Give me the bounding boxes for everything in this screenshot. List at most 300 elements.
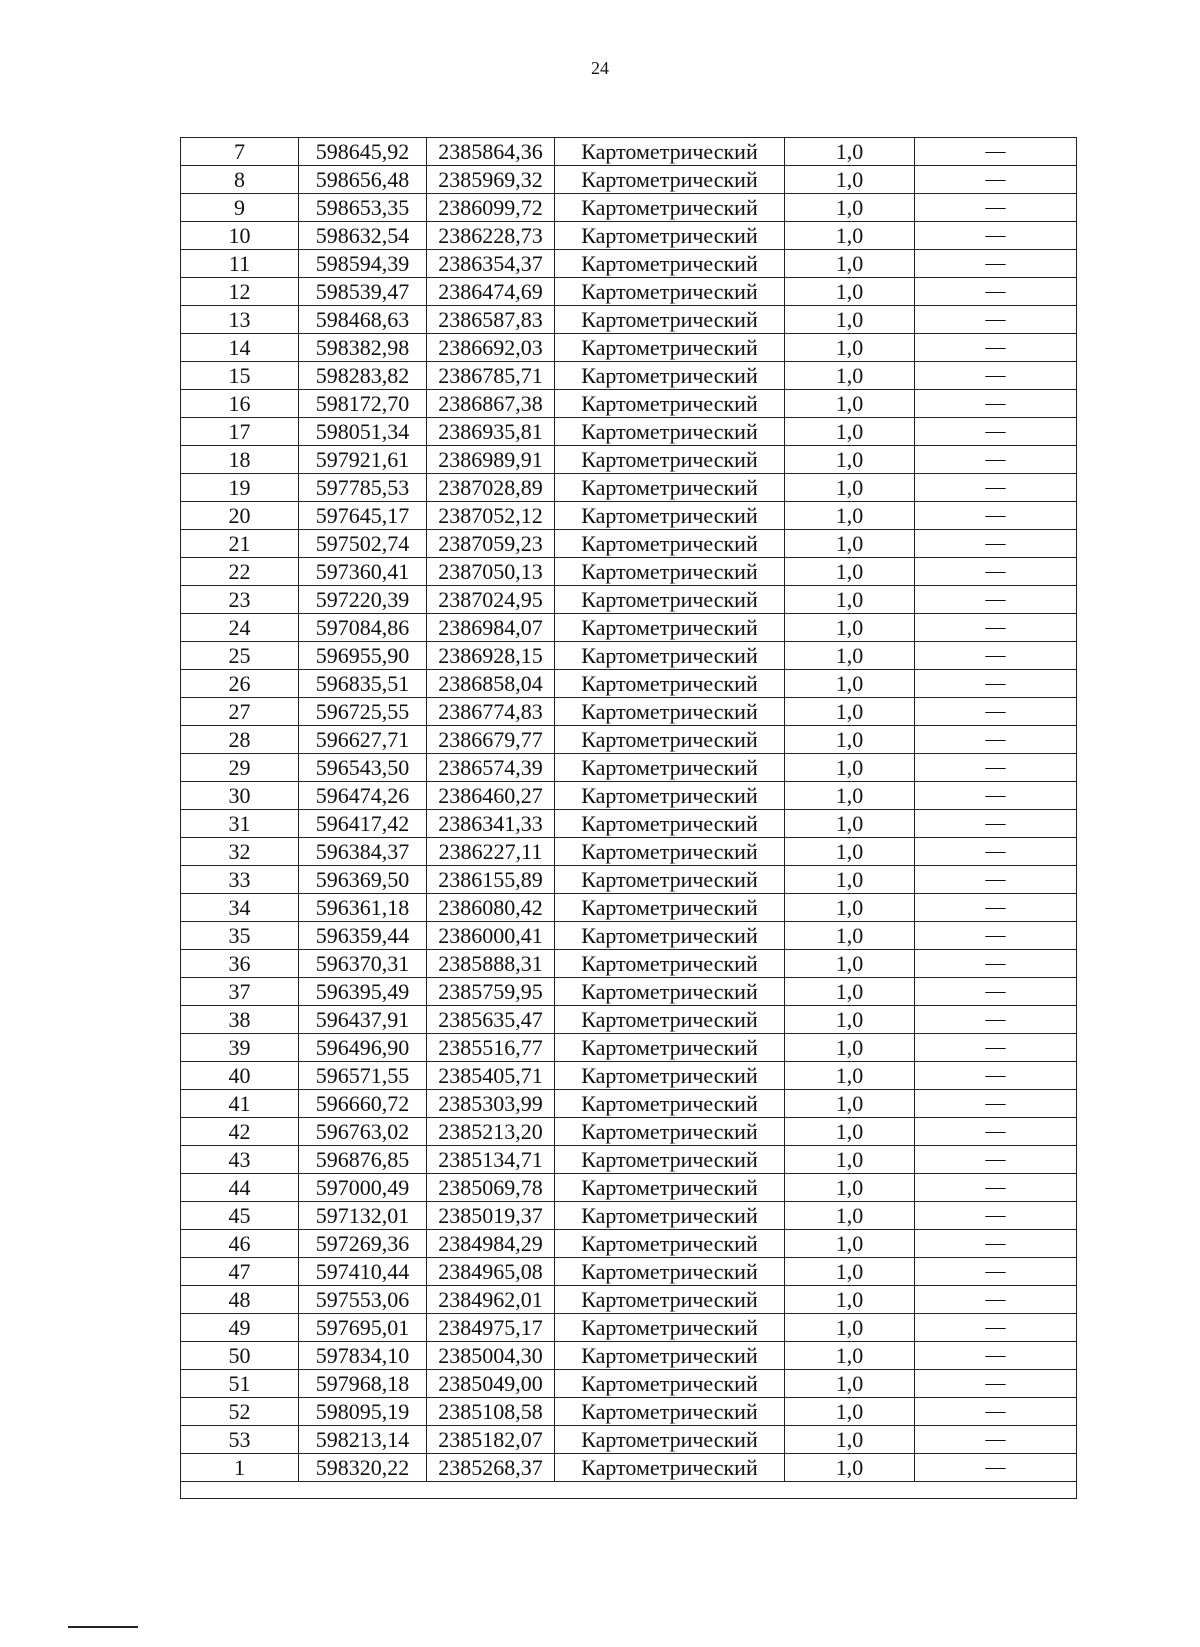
note-cell: — (915, 306, 1077, 334)
accuracy-cell: 1,0 (785, 1426, 915, 1454)
table-row (181, 194, 1077, 222)
point-number-cell: 39 (181, 1034, 299, 1062)
accuracy-cell: 1,0 (785, 474, 915, 502)
method-cell: Картометрический (555, 362, 785, 390)
method-cell: Картометрический (555, 390, 785, 418)
note-cell: — (915, 1146, 1077, 1174)
x-coordinate-cell: 596660,72 (299, 1090, 427, 1118)
accuracy-cell: 1,0 (785, 1230, 915, 1258)
table-row (181, 978, 1077, 1006)
note-cell: — (915, 138, 1077, 166)
note-cell: — (915, 1062, 1077, 1090)
y-coordinate-cell: 2384965,08 (427, 1258, 555, 1286)
accuracy-cell: 1,0 (785, 838, 915, 866)
method-cell: Картометрический (555, 894, 785, 922)
x-coordinate-cell: 597968,18 (299, 1370, 427, 1398)
x-coordinate-cell: 597220,39 (299, 586, 427, 614)
note-cell: — (915, 1314, 1077, 1342)
accuracy-cell: 1,0 (785, 614, 915, 642)
method-cell: Картометрический (555, 922, 785, 950)
y-coordinate-cell: 2386785,71 (427, 362, 555, 390)
x-coordinate-cell: 597834,10 (299, 1342, 427, 1370)
point-number-cell: 33 (181, 866, 299, 894)
note-cell: — (915, 782, 1077, 810)
point-number-cell: 49 (181, 1314, 299, 1342)
method-cell: Картометрический (555, 1062, 785, 1090)
accuracy-cell: 1,0 (785, 446, 915, 474)
y-coordinate-cell: 2385069,78 (427, 1174, 555, 1202)
x-coordinate-cell: 598382,98 (299, 334, 427, 362)
table-row (181, 642, 1077, 670)
note-cell: — (915, 1090, 1077, 1118)
y-coordinate-cell: 2385969,32 (427, 166, 555, 194)
table-row (181, 1202, 1077, 1230)
y-coordinate-cell: 2386935,81 (427, 418, 555, 446)
method-cell: Картометрический (555, 1006, 785, 1034)
point-number-cell: 17 (181, 418, 299, 446)
accuracy-cell: 1,0 (785, 1314, 915, 1342)
note-cell: — (915, 1202, 1077, 1230)
method-cell: Картометрический (555, 530, 785, 558)
y-coordinate-cell: 2386474,69 (427, 278, 555, 306)
accuracy-cell: 1,0 (785, 642, 915, 670)
accuracy-cell: 1,0 (785, 922, 915, 950)
method-cell: Картометрический (555, 726, 785, 754)
x-coordinate-cell: 596417,42 (299, 810, 427, 838)
x-coordinate-cell: 596437,91 (299, 1006, 427, 1034)
accuracy-cell: 1,0 (785, 1118, 915, 1146)
method-cell: Картометрический (555, 1426, 785, 1454)
x-coordinate-cell: 596369,50 (299, 866, 427, 894)
method-cell: Картометрический (555, 586, 785, 614)
x-coordinate-cell: 596496,90 (299, 1034, 427, 1062)
method-cell: Картометрический (555, 1146, 785, 1174)
x-coordinate-cell: 596474,26 (299, 782, 427, 810)
method-cell: Картометрический (555, 166, 785, 194)
y-coordinate-cell: 2386858,04 (427, 670, 555, 698)
accuracy-cell: 1,0 (785, 894, 915, 922)
x-coordinate-cell: 597269,36 (299, 1230, 427, 1258)
accuracy-cell: 1,0 (785, 362, 915, 390)
y-coordinate-cell: 2384962,01 (427, 1286, 555, 1314)
point-number-cell: 28 (181, 726, 299, 754)
method-cell: Картометрический (555, 194, 785, 222)
method-cell: Картометрический (555, 614, 785, 642)
point-number-cell: 24 (181, 614, 299, 642)
y-coordinate-cell: 2386984,07 (427, 614, 555, 642)
method-cell: Картометрический (555, 754, 785, 782)
point-number-cell: 20 (181, 502, 299, 530)
table-row (181, 362, 1077, 390)
x-coordinate-cell: 598172,70 (299, 390, 427, 418)
accuracy-cell: 1,0 (785, 1090, 915, 1118)
point-number-cell: 14 (181, 334, 299, 362)
x-coordinate-cell: 597132,01 (299, 1202, 427, 1230)
method-cell: Картометрический (555, 1034, 785, 1062)
method-cell: Картометрический (555, 810, 785, 838)
note-cell: — (915, 502, 1077, 530)
method-cell: Картометрический (555, 1090, 785, 1118)
table-row (181, 1258, 1077, 1286)
method-cell: Картометрический (555, 838, 785, 866)
accuracy-cell: 1,0 (785, 950, 915, 978)
note-cell: — (915, 474, 1077, 502)
x-coordinate-cell: 597921,61 (299, 446, 427, 474)
x-coordinate-cell: 598320,22 (299, 1454, 427, 1482)
y-coordinate-cell: 2386354,37 (427, 250, 555, 278)
note-cell: — (915, 362, 1077, 390)
note-cell: — (915, 670, 1077, 698)
y-coordinate-cell: 2386460,27 (427, 782, 555, 810)
method-cell: Картометрический (555, 446, 785, 474)
note-cell: — (915, 1286, 1077, 1314)
y-coordinate-cell: 2387059,23 (427, 530, 555, 558)
method-cell: Картометрический (555, 978, 785, 1006)
x-coordinate-cell: 597084,86 (299, 614, 427, 642)
table-row (181, 810, 1077, 838)
point-number-cell: 44 (181, 1174, 299, 1202)
note-cell: — (915, 950, 1077, 978)
table-row (181, 530, 1077, 558)
point-number-cell: 23 (181, 586, 299, 614)
table-row (181, 950, 1077, 978)
accuracy-cell: 1,0 (785, 1398, 915, 1426)
point-number-cell: 43 (181, 1146, 299, 1174)
point-number-cell: 18 (181, 446, 299, 474)
point-number-cell: 32 (181, 838, 299, 866)
table-row (181, 1426, 1077, 1454)
x-coordinate-cell: 598051,34 (299, 418, 427, 446)
point-number-cell: 15 (181, 362, 299, 390)
point-number-cell: 45 (181, 1202, 299, 1230)
accuracy-cell: 1,0 (785, 278, 915, 306)
note-cell: — (915, 698, 1077, 726)
x-coordinate-cell: 596370,31 (299, 950, 427, 978)
note-cell: — (915, 446, 1077, 474)
method-cell: Картометрический (555, 334, 785, 362)
point-number-cell: 30 (181, 782, 299, 810)
accuracy-cell: 1,0 (785, 1174, 915, 1202)
table-row (181, 1314, 1077, 1342)
y-coordinate-cell: 2385864,36 (427, 138, 555, 166)
table-row (181, 1230, 1077, 1258)
point-number-cell: 42 (181, 1118, 299, 1146)
table-row (181, 474, 1077, 502)
point-number-cell: 31 (181, 810, 299, 838)
point-number-cell: 40 (181, 1062, 299, 1090)
y-coordinate-cell: 2385213,20 (427, 1118, 555, 1146)
point-number-cell: 38 (181, 1006, 299, 1034)
x-coordinate-cell: 596361,18 (299, 894, 427, 922)
table-row (181, 334, 1077, 362)
accuracy-cell: 1,0 (785, 558, 915, 586)
point-number-cell: 36 (181, 950, 299, 978)
table-row (181, 1454, 1077, 1482)
x-coordinate-cell: 596395,49 (299, 978, 427, 1006)
note-cell: — (915, 1118, 1077, 1146)
y-coordinate-cell: 2386587,83 (427, 306, 555, 334)
y-coordinate-cell: 2385049,00 (427, 1370, 555, 1398)
point-number-cell: 8 (181, 166, 299, 194)
table-row (181, 1034, 1077, 1062)
accuracy-cell: 1,0 (785, 978, 915, 1006)
point-number-cell: 48 (181, 1286, 299, 1314)
y-coordinate-cell: 2385635,47 (427, 1006, 555, 1034)
point-number-cell: 27 (181, 698, 299, 726)
x-coordinate-cell: 597502,74 (299, 530, 427, 558)
method-cell: Картометрический (555, 1398, 785, 1426)
y-coordinate-cell: 2386679,77 (427, 726, 555, 754)
x-coordinate-cell: 596627,71 (299, 726, 427, 754)
note-cell: — (915, 1258, 1077, 1286)
method-cell: Картометрический (555, 138, 785, 166)
table-footer-row (181, 1482, 1077, 1499)
note-cell: — (915, 922, 1077, 950)
method-cell: Картометрический (555, 1314, 785, 1342)
note-cell: — (915, 222, 1077, 250)
note-cell: — (915, 166, 1077, 194)
table-row (181, 138, 1077, 166)
note-cell: — (915, 866, 1077, 894)
point-number-cell: 46 (181, 1230, 299, 1258)
x-coordinate-cell: 597410,44 (299, 1258, 427, 1286)
coordinates-table (180, 137, 1077, 1499)
note-cell: — (915, 1034, 1077, 1062)
table-row (181, 306, 1077, 334)
method-cell: Картометрический (555, 502, 785, 530)
table-row (181, 670, 1077, 698)
x-coordinate-cell: 598213,14 (299, 1426, 427, 1454)
note-cell: — (915, 754, 1077, 782)
x-coordinate-cell: 597645,17 (299, 502, 427, 530)
y-coordinate-cell: 2386000,41 (427, 922, 555, 950)
accuracy-cell: 1,0 (785, 194, 915, 222)
point-number-cell: 16 (181, 390, 299, 418)
y-coordinate-cell: 2385268,37 (427, 1454, 555, 1482)
method-cell: Картометрический (555, 278, 785, 306)
note-cell: — (915, 586, 1077, 614)
y-coordinate-cell: 2386227,11 (427, 838, 555, 866)
y-coordinate-cell: 2387052,12 (427, 502, 555, 530)
y-coordinate-cell: 2386099,72 (427, 194, 555, 222)
x-coordinate-cell: 596876,85 (299, 1146, 427, 1174)
method-cell: Картометрический (555, 642, 785, 670)
x-coordinate-cell: 598645,92 (299, 138, 427, 166)
table-footer-cell (181, 1482, 1077, 1499)
method-cell: Картометрический (555, 782, 785, 810)
accuracy-cell: 1,0 (785, 1258, 915, 1286)
method-cell: Картометрический (555, 1370, 785, 1398)
point-number-cell: 1 (181, 1454, 299, 1482)
note-cell: — (915, 810, 1077, 838)
table-row (181, 502, 1077, 530)
method-cell: Картометрический (555, 1202, 785, 1230)
x-coordinate-cell: 598539,47 (299, 278, 427, 306)
method-cell: Картометрический (555, 250, 785, 278)
y-coordinate-cell: 2385004,30 (427, 1342, 555, 1370)
note-cell: — (915, 838, 1077, 866)
x-coordinate-cell: 596725,55 (299, 698, 427, 726)
method-cell: Картометрический (555, 698, 785, 726)
table-row (181, 222, 1077, 250)
note-cell: — (915, 1454, 1077, 1482)
point-number-cell: 26 (181, 670, 299, 698)
point-number-cell: 7 (181, 138, 299, 166)
point-number-cell: 51 (181, 1370, 299, 1398)
accuracy-cell: 1,0 (785, 306, 915, 334)
note-cell: — (915, 1398, 1077, 1426)
accuracy-cell: 1,0 (785, 1146, 915, 1174)
table-row (181, 922, 1077, 950)
x-coordinate-cell: 596571,55 (299, 1062, 427, 1090)
table-row (181, 1118, 1077, 1146)
accuracy-cell: 1,0 (785, 1286, 915, 1314)
method-cell: Картометрический (555, 418, 785, 446)
point-number-cell: 25 (181, 642, 299, 670)
y-coordinate-cell: 2384975,17 (427, 1314, 555, 1342)
x-coordinate-cell: 598095,19 (299, 1398, 427, 1426)
note-cell: — (915, 614, 1077, 642)
y-coordinate-cell: 2385303,99 (427, 1090, 555, 1118)
y-coordinate-cell: 2385516,77 (427, 1034, 555, 1062)
accuracy-cell: 1,0 (785, 866, 915, 894)
y-coordinate-cell: 2386867,38 (427, 390, 555, 418)
table-row (181, 446, 1077, 474)
note-cell: — (915, 726, 1077, 754)
table-row (181, 1006, 1077, 1034)
x-coordinate-cell: 596384,37 (299, 838, 427, 866)
point-number-cell: 10 (181, 222, 299, 250)
y-coordinate-cell: 2385019,37 (427, 1202, 555, 1230)
page-number: 24 (591, 58, 609, 78)
note-cell: — (915, 1006, 1077, 1034)
accuracy-cell: 1,0 (785, 1062, 915, 1090)
method-cell: Картометрический (555, 1342, 785, 1370)
table-row (181, 558, 1077, 586)
table-row (181, 838, 1077, 866)
method-cell: Картометрический (555, 950, 785, 978)
method-cell: Картометрический (555, 222, 785, 250)
note-cell: — (915, 978, 1077, 1006)
table-row (181, 586, 1077, 614)
accuracy-cell: 1,0 (785, 166, 915, 194)
note-cell: — (915, 1174, 1077, 1202)
x-coordinate-cell: 598632,54 (299, 222, 427, 250)
table-body (181, 138, 1077, 1499)
accuracy-cell: 1,0 (785, 754, 915, 782)
accuracy-cell: 1,0 (785, 1202, 915, 1230)
table-row (181, 1090, 1077, 1118)
table-row (181, 166, 1077, 194)
y-coordinate-cell: 2385759,95 (427, 978, 555, 1006)
method-cell: Картометрический (555, 474, 785, 502)
y-coordinate-cell: 2385182,07 (427, 1426, 555, 1454)
y-coordinate-cell: 2385134,71 (427, 1146, 555, 1174)
table-row (181, 894, 1077, 922)
y-coordinate-cell: 2387028,89 (427, 474, 555, 502)
note-cell: — (915, 894, 1077, 922)
accuracy-cell: 1,0 (785, 782, 915, 810)
accuracy-cell: 1,0 (785, 390, 915, 418)
method-cell: Картометрический (555, 1286, 785, 1314)
accuracy-cell: 1,0 (785, 334, 915, 362)
accuracy-cell: 1,0 (785, 586, 915, 614)
note-cell: — (915, 1230, 1077, 1258)
x-coordinate-cell: 598653,35 (299, 194, 427, 222)
accuracy-cell: 1,0 (785, 502, 915, 530)
note-cell: — (915, 558, 1077, 586)
y-coordinate-cell: 2385108,58 (427, 1398, 555, 1426)
table-row (181, 278, 1077, 306)
point-number-cell: 52 (181, 1398, 299, 1426)
y-coordinate-cell: 2386228,73 (427, 222, 555, 250)
method-cell: Картометрический (555, 558, 785, 586)
y-coordinate-cell: 2386989,91 (427, 446, 555, 474)
method-cell: Картометрический (555, 670, 785, 698)
point-number-cell: 53 (181, 1426, 299, 1454)
point-number-cell: 21 (181, 530, 299, 558)
accuracy-cell: 1,0 (785, 222, 915, 250)
y-coordinate-cell: 2386341,33 (427, 810, 555, 838)
point-number-cell: 13 (181, 306, 299, 334)
x-coordinate-cell: 597000,49 (299, 1174, 427, 1202)
x-coordinate-cell: 596955,90 (299, 642, 427, 670)
note-cell: — (915, 194, 1077, 222)
point-number-cell: 34 (181, 894, 299, 922)
table-row (181, 1398, 1077, 1426)
accuracy-cell: 1,0 (785, 1034, 915, 1062)
x-coordinate-cell: 597695,01 (299, 1314, 427, 1342)
accuracy-cell: 1,0 (785, 1370, 915, 1398)
note-cell: — (915, 390, 1077, 418)
point-number-cell: 19 (181, 474, 299, 502)
accuracy-cell: 1,0 (785, 418, 915, 446)
table-row (181, 1062, 1077, 1090)
x-coordinate-cell: 596359,44 (299, 922, 427, 950)
table-row (181, 1146, 1077, 1174)
x-coordinate-cell: 598283,82 (299, 362, 427, 390)
note-cell: — (915, 1342, 1077, 1370)
y-coordinate-cell: 2385888,31 (427, 950, 555, 978)
y-coordinate-cell: 2387024,95 (427, 586, 555, 614)
x-coordinate-cell: 596543,50 (299, 754, 427, 782)
table-row (181, 390, 1077, 418)
accuracy-cell: 1,0 (785, 698, 915, 726)
footnote-line (68, 1626, 138, 1628)
point-number-cell: 9 (181, 194, 299, 222)
point-number-cell: 50 (181, 1342, 299, 1370)
point-number-cell: 29 (181, 754, 299, 782)
note-cell: — (915, 530, 1077, 558)
y-coordinate-cell: 2386155,89 (427, 866, 555, 894)
table-row (181, 754, 1077, 782)
x-coordinate-cell: 597785,53 (299, 474, 427, 502)
method-cell: Картометрический (555, 1258, 785, 1286)
accuracy-cell: 1,0 (785, 810, 915, 838)
note-cell: — (915, 334, 1077, 362)
x-coordinate-cell: 596763,02 (299, 1118, 427, 1146)
table-row (181, 698, 1077, 726)
x-coordinate-cell: 597360,41 (299, 558, 427, 586)
x-coordinate-cell: 598468,63 (299, 306, 427, 334)
accuracy-cell: 1,0 (785, 1342, 915, 1370)
table-row (181, 418, 1077, 446)
note-cell: — (915, 1370, 1077, 1398)
y-coordinate-cell: 2386692,03 (427, 334, 555, 362)
table-row (181, 726, 1077, 754)
point-number-cell: 37 (181, 978, 299, 1006)
x-coordinate-cell: 598656,48 (299, 166, 427, 194)
